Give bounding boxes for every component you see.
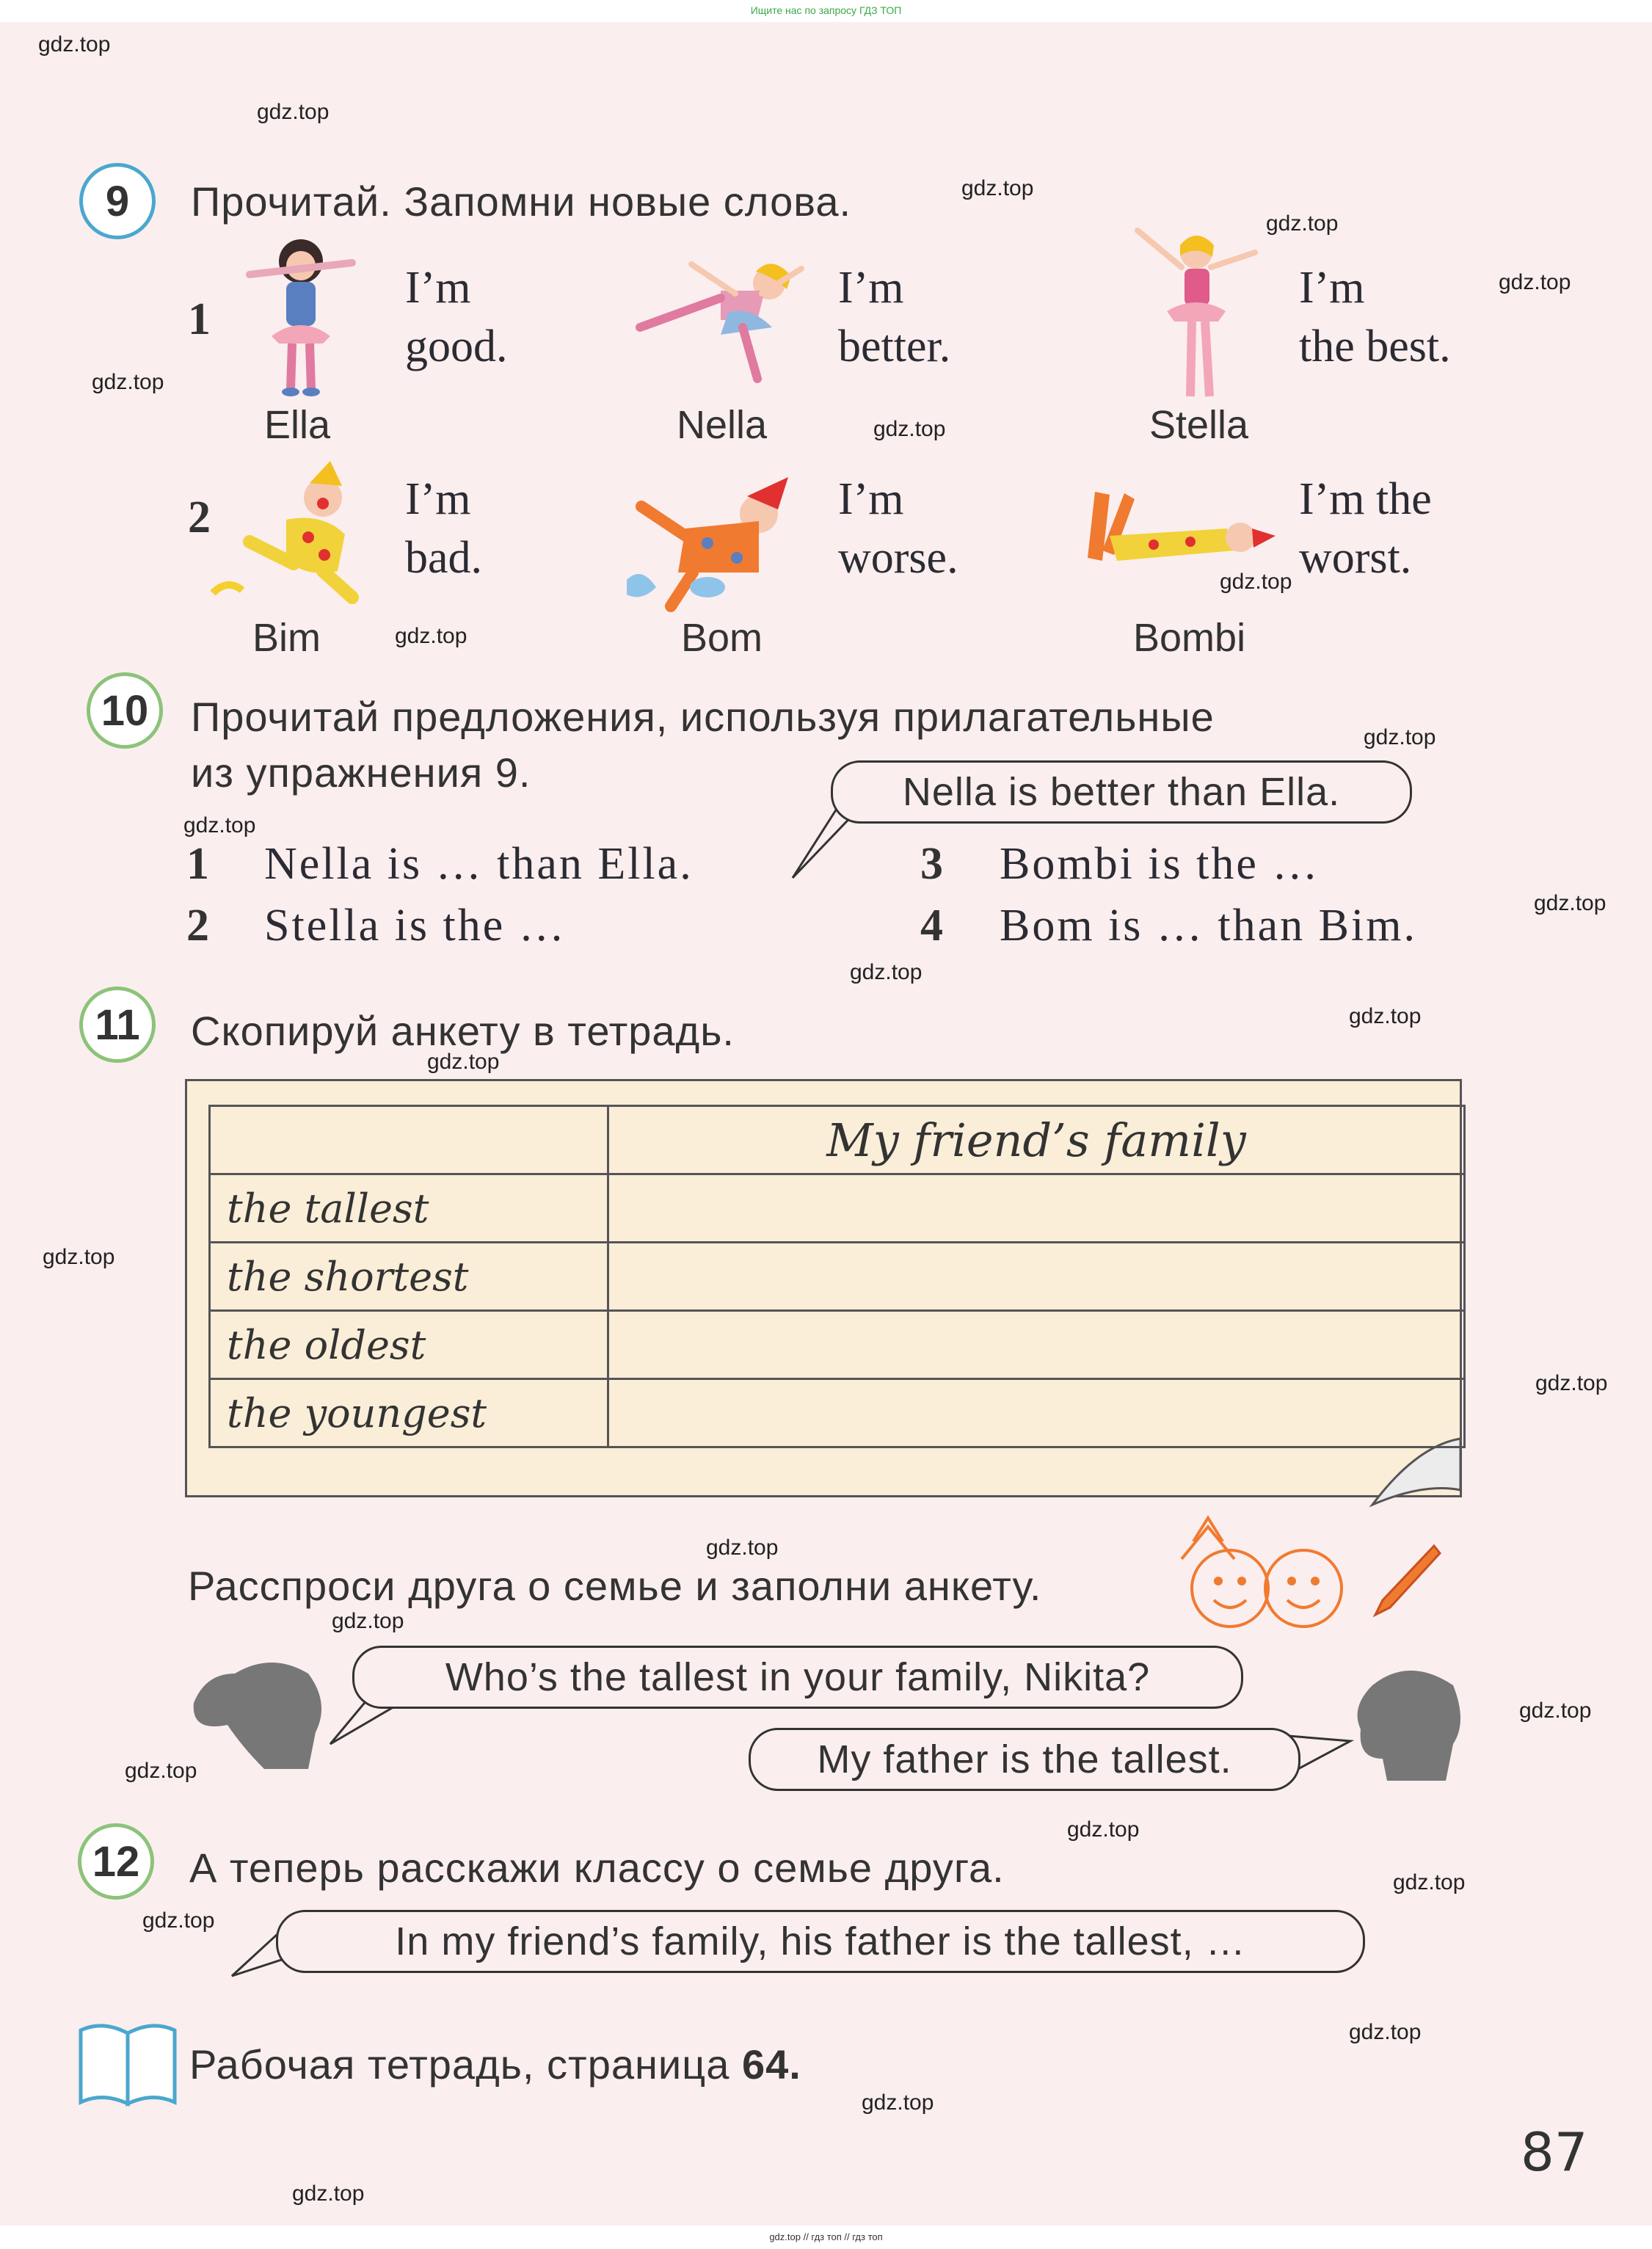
watermark: gdz.top (125, 1759, 197, 1783)
table-cell (608, 1174, 1465, 1243)
bombi-phrase-line1: I’m the (1299, 474, 1432, 524)
answer-speech-bubble: My father is the tallest. (749, 1728, 1300, 1791)
stella-dancer-illustration (1123, 223, 1270, 407)
row-label: the tallest (210, 1174, 608, 1243)
workbook-page: 64. (741, 2041, 801, 2088)
ella-name: Ella (264, 403, 331, 447)
pair-work-icon (1171, 1512, 1347, 1637)
nella-dancer-illustration (625, 254, 831, 393)
table-cell (608, 1379, 1465, 1447)
watermark: gdz.top (873, 417, 946, 441)
sentence-2-number: 2 (186, 901, 209, 951)
watermark: gdz.top (183, 813, 256, 838)
row-label: the youngest (210, 1379, 608, 1447)
sentence-2-text: Stella is the … (264, 901, 567, 951)
nella-phrase-line1: I’m (838, 263, 904, 313)
ella-phrase-line2: good. (405, 321, 508, 371)
watermark: gdz.top (1349, 1004, 1422, 1028)
ask-friend-instruction: Расспроси друга о семье и заполни анкету. (188, 1563, 1042, 1609)
exercise-10-instruction-line1: Прочитай предложения, используя прилагательные (191, 694, 1215, 740)
girl-silhouette-icon (183, 1652, 338, 1776)
exercise-12-number: 12 (78, 1823, 154, 1900)
bim-phrase-line1: I’m (405, 474, 471, 524)
watermark: gdz.top (850, 960, 923, 984)
footer-note: gdz.top // гдз топ // гдз топ (769, 2231, 883, 2242)
example-speech-bubble: Nella is better than Ella. (831, 760, 1412, 824)
page-number: 87 (1521, 2121, 1588, 2183)
questionnaire-table (208, 1105, 1466, 1448)
watermark: gdz.top (1220, 570, 1292, 594)
table-row (210, 1243, 1465, 1311)
bom-name: Bom (681, 616, 763, 660)
watermark: gdz.top (1266, 211, 1339, 236)
watermark: gdz.top (1499, 270, 1571, 294)
bombi-clown-illustration (1073, 484, 1278, 573)
watermark: gdz.top (142, 1908, 215, 1933)
ella-phrase-line1: I’m (405, 263, 471, 313)
watermark: gdz.top (427, 1050, 500, 1074)
pen-icon (1361, 1541, 1441, 1622)
watermark: gdz.top (1519, 1698, 1592, 1723)
watermark: gdz.top (292, 2181, 365, 2206)
table-header-title: My friend’s family (826, 1113, 1246, 1167)
nella-name: Nella (677, 403, 768, 447)
table-cell (608, 1311, 1465, 1379)
exercise-9-instruction: Прочитай. Запомни новые слова. (191, 178, 852, 225)
sentence-1-number: 1 (186, 839, 209, 889)
bom-clown-illustration (612, 462, 825, 617)
table-row (210, 1379, 1465, 1447)
stella-phrase-line1: I’m (1299, 263, 1365, 313)
sentence-3-text: Bombi is the … (1000, 839, 1320, 889)
table-cell (608, 1243, 1465, 1311)
bombi-name: Bombi (1133, 616, 1246, 660)
watermark: gdz.top (1067, 1817, 1140, 1842)
header-note: Ищите нас по запросу ГДЗ ТОП (750, 4, 902, 16)
bom-phrase-line2: worse. (838, 533, 958, 583)
watermark: gdz.top (1534, 891, 1606, 915)
sentence-4-number: 4 (920, 901, 943, 951)
watermark: gdz.top (862, 2090, 934, 2115)
watermark: gdz.top (43, 1245, 115, 1269)
question-speech-bubble: Who’s the tallest in your family, Nikita? (352, 1646, 1243, 1709)
table-header-row (210, 1106, 1465, 1174)
table-row (210, 1174, 1465, 1243)
nella-phrase-line2: better. (838, 321, 951, 371)
stella-phrase-line2: the best. (1299, 321, 1451, 371)
watermark: gdz.top (1393, 1870, 1466, 1894)
watermark: gdz.top (1349, 2020, 1422, 2044)
exercise-10-number: 10 (87, 672, 163, 749)
workbook-label (189, 2041, 801, 2088)
sentence-1-text: Nella is … than Ella. (264, 839, 694, 889)
story-speech-bubble: In my friend’s family, his father is the tallest, … (276, 1910, 1365, 1973)
workbook-book-icon (73, 2016, 183, 2111)
bim-name: Bim (252, 616, 321, 660)
exercise-9-number: 9 (79, 163, 156, 239)
row-label: the oldest (210, 1311, 608, 1379)
watermark: gdz.top (395, 624, 467, 648)
boy-silhouette-icon (1343, 1656, 1475, 1788)
table-cell (210, 1106, 608, 1174)
sentence-3-number: 3 (920, 839, 943, 889)
exercise-11-instruction: Скопируй анкету в тетрадь. (191, 1008, 735, 1054)
exercise-9-row-2-number: 2 (188, 493, 211, 542)
watermark: gdz.top (706, 1536, 779, 1560)
bim-phrase-line2: bad. (405, 533, 483, 583)
exercise-11-number: 11 (79, 987, 156, 1063)
stella-name: Stella (1149, 403, 1249, 447)
table-row (210, 1311, 1465, 1379)
watermark: gdz.top (257, 100, 330, 124)
row-label: the shortest (210, 1243, 608, 1311)
exercise-10-instruction-line2: из упражнения 9. (191, 749, 531, 796)
exercise-9-row-1-number: 1 (188, 294, 211, 344)
table-header-cell (608, 1106, 1465, 1174)
watermark: gdz.top (38, 32, 111, 57)
ella-dancer-illustration (220, 233, 382, 402)
exercise-12-instruction: А теперь расскажи классу о семье друга. (189, 1845, 1005, 1891)
watermark: gdz.top (332, 1609, 404, 1633)
bombi-phrase-line2: worst. (1299, 533, 1412, 583)
watermark: gdz.top (1535, 1371, 1608, 1395)
sentence-4-text: Bom is … than Bim. (1000, 901, 1417, 951)
watermark: gdz.top (1364, 725, 1436, 749)
bim-clown-illustration (205, 461, 396, 608)
bom-phrase-line1: I’m (838, 474, 904, 524)
watermark: gdz.top (961, 176, 1034, 200)
workbook-label-text: Рабочая тетрадь, страница (189, 2041, 730, 2088)
watermark: gdz.top (92, 370, 164, 394)
